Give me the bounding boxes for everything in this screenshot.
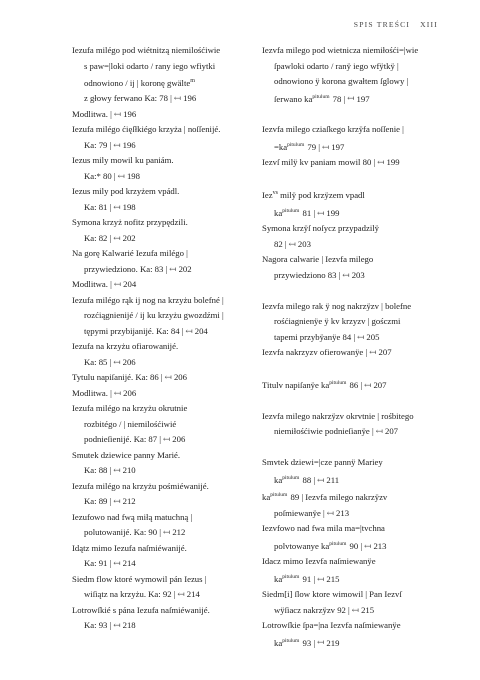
right-column [262,43,442,651]
toc-line [262,409,442,425]
toc-line [72,200,258,216]
toc-line [72,308,258,324]
page-pointer-icon: ↤ [163,527,171,538]
toc-text: 82 | [274,238,287,249]
toc-text: Iezufa na krzyżu ofiarowanijé. [72,341,179,352]
toc-page-number: 206 [172,434,186,445]
toc-page-number: 214 [186,589,200,600]
toc-page-number: 203 [297,238,311,249]
toc-page-number: 196 [183,93,197,104]
page-pointer-icon: ↤ [377,157,385,168]
page-pointer-icon: ↤ [357,331,365,342]
toc-text: Iezvfa milego rak ÿ nog nakrzÿzv | bolefne [262,300,412,311]
toc-line [72,556,258,572]
toc-text: Iezvfowo nad fwa mila ma=|tvchna [262,523,385,534]
toc-text-cont: 79 | [305,141,321,152]
toc-line [72,43,258,59]
toc-line [262,59,442,75]
page-pointer-icon: ↤ [113,139,121,150]
toc-text: Nagora calwarie | Iezvfa milego [262,254,374,265]
page-pointer-icon: ↤ [322,141,330,152]
page-pointer-icon: ↤ [113,356,121,367]
toc-line [72,324,258,340]
page-pointer-icon: ↤ [113,232,121,243]
page-pointer-icon: ↤ [113,620,121,631]
entry-gap [262,283,442,299]
capitulum-mark: pitulum [287,141,305,148]
page-pointer-icon: ↤ [375,426,383,437]
toc-line [262,138,442,155]
toc-page-number: 206 [123,387,137,398]
page-pointer-icon: ↤ [164,372,172,383]
toc-line [72,386,258,402]
page-pointer-icon: ↤ [342,269,350,280]
toc-page-number: 211 [326,474,340,485]
page-number: XIII [420,20,438,29]
toc-line [262,330,442,346]
toc-text: Iezufa milégo rąk ij nog na krzyżu bolefné | [72,294,224,305]
page-pointer-icon: ↤ [113,496,121,507]
toc-line [72,107,258,123]
page-pointer-icon: ↤ [364,379,372,390]
toc-line [72,572,258,588]
page-pointer-icon: ↤ [113,465,121,476]
toc-line [72,463,258,479]
toc-line [262,471,442,488]
toc-page-number: 202 [122,232,136,243]
toc-text: tapemi przybÿanÿe 84 | [274,331,356,342]
toc-text: rozćiągnienijé / ij ku krzyżu gwozdźmi | [84,310,224,321]
toc-text: Ka: 81 | [84,201,112,212]
entry-gap [262,361,442,377]
toc-text: Modlitwa. | [72,387,112,398]
toc-text: tępymi przybijanijé. Ka: 84 | [84,325,184,336]
page-pointer-icon: ↤ [177,589,185,600]
entry-gap [262,393,442,409]
toc-text: podnieſienijé. Ka: 87 | [84,434,162,445]
toc-line [72,448,258,464]
toc-text: ſerwano ka [274,93,313,104]
toc-text: z głowy ferwano Ka: 78 | [84,93,172,104]
toc-line [72,153,258,169]
toc-text: Siedm flow ktoré wymowil pán Iezus | [72,573,207,584]
page-pointer-icon: ↤ [113,279,122,290]
toc-line [72,541,258,557]
entry-gap [262,440,442,456]
toc-text: przywiedziono 83 | [274,269,341,280]
toc-text: Modlitwa. | [72,279,112,290]
toc-text-cont: 86 | [347,379,363,390]
page-pointer-icon: ↤ [317,573,325,584]
page-header [354,20,438,29]
toc-line [262,455,442,471]
toc-text-cont: 90 | [347,540,363,551]
toc-page-number: 214 [122,558,136,569]
toc-line [262,299,442,315]
toc-page-number: 204 [123,279,137,290]
toc-text-cont: 89 | Iezvfa milego nakrzÿzv [288,492,388,503]
toc-line [72,355,258,371]
toc-page-number: 210 [122,465,136,476]
toc-line [262,221,442,237]
toc-line [72,417,258,433]
toc-text: Lotrowſkié s pána Iezufa naſmiéwanijé. [72,604,210,615]
toc-line [262,237,442,253]
page-pointer-icon: ↤ [347,93,355,104]
capitulum-mark: pitulum [329,540,347,547]
toc-text: odnowiono / ij | koronę gwälte [84,77,191,88]
toc-line [72,510,258,526]
toc-text: Ka: 82 | [84,232,112,243]
toc-line [72,246,258,262]
toc-line [72,479,258,495]
toc-text: Smvtek dziewi=|cze pannÿ Mariey [262,457,383,468]
toc-text: ka [274,474,283,485]
toc-text: polvtowanye ka [274,540,330,551]
toc-line [72,59,258,75]
toc-text-cont: 81 | [300,207,316,218]
capitulum-mark: pitulum [282,573,300,580]
left-column [72,43,258,634]
toc-page-number: 199 [386,157,400,168]
toc-text: Iezufa milégo na krzyżu okrutnie [72,403,188,414]
toc-text: Tytulu napiſanijé. Ka: 86 | [72,372,163,383]
capitulum-mark: pitulum [282,474,300,481]
page-pointer-icon: ↤ [317,637,325,648]
toc-line [262,74,442,90]
toc-page-number: 204 [194,325,208,336]
page-pointer-icon: ↤ [163,434,171,445]
page-pointer-icon: ↤ [173,93,182,104]
toc-line [72,618,258,634]
toc-line [72,122,258,138]
capitulum-mark: pitulum [282,637,300,644]
capitulum-mark: pitulum [282,207,300,214]
toc-page-number: 213 [373,540,387,551]
page-pointer-icon: ↤ [369,347,377,358]
toc-line [72,91,258,107]
toc-page-number: 198 [126,170,140,181]
toc-text: Idacz mimo Iezvfa naſmiewanÿe [262,556,376,567]
toc-page-number: 196 [122,139,136,150]
toc-line [262,603,442,619]
toc-text: Ka:* 80 | [84,170,116,181]
toc-page-number: 212 [172,527,186,538]
toc-line [262,634,442,651]
toc-line [72,277,258,293]
toc-text: niemiłośćiwie podnieſianÿe | [274,426,374,437]
toc-line [262,376,442,393]
toc-page-number: 207 [373,379,387,390]
toc-page-number: 206 [122,356,136,367]
toc-line [72,262,258,278]
toc-text: Symona krzÿſ noſycz przypadzilÿ [262,223,380,234]
toc-line [72,370,258,386]
toc-line [72,603,258,619]
page-pointer-icon: ↤ [113,201,121,212]
header-title: SPIS TREŚCI [353,20,411,29]
entry-gap [262,107,442,123]
superscript: m [190,78,195,84]
toc-text: Iezufa milégo ćięſłkiégo krzyża | noſſenijé. [72,124,221,135]
page-pointer-icon: ↤ [117,170,125,181]
toc-text: Modlitwa. | [72,108,112,119]
toc-text: ka [262,492,271,503]
toc-page-number: 197 [331,141,345,152]
toc-page-number: 199 [326,207,340,218]
page-pointer-icon: ↤ [113,387,122,398]
toc-page-number: 213 [336,507,350,518]
toc-line [262,345,442,361]
toc-text: Iezvfa milego cziaſkego krzÿfa noſſenie | [262,124,404,135]
toc-page-number: 207 [384,426,399,437]
toc-text: Iezufowo nad fwą miłą matuchną | [72,511,193,522]
toc-text: wÿſiacz nakrzÿzv 92 | [274,604,350,615]
toc-line [262,90,442,107]
toc-text: =ka [274,141,288,152]
page-pointer-icon: ↤ [185,325,193,336]
toc-line [72,432,258,448]
toc-line [72,525,258,541]
toc-text: Siedm[i] ſlow ktore wimowil | Pan Iezvſ [262,589,402,600]
page-pointer-icon: ↤ [364,540,372,551]
toc-text: Iezufa milégo na krzyżu pośmiéwanijé. [72,480,209,491]
toc-text: Ka: 85 | [84,356,112,367]
toc-line [72,494,258,510]
toc-text: poſmiewanÿe | [274,507,325,518]
toc-page-number: 218 [122,620,136,631]
toc-line [72,169,258,185]
toc-line [262,537,442,554]
toc-line [72,339,258,355]
toc-text: Iezus mily mowil ku paniám. [72,155,174,166]
toc-line [262,488,442,505]
toc-line [262,506,442,522]
toc-text: ſpawloki odarto / ranÿ iego wfÿtkÿ | [274,60,399,71]
superscript: vs [272,190,278,197]
page-pointer-icon: ↤ [113,558,121,569]
toc-text: Ka: 79 | [84,139,112,150]
toc-page-number: 215 [326,573,340,584]
toc-text: Na gorę Kalwarié Iezufa milégo | [72,248,188,259]
toc-line [262,554,442,570]
toc-page-number: 219 [326,637,340,648]
toc-line [72,587,258,603]
toc-page-number: 202 [178,263,192,274]
page-pointer-icon: ↤ [113,108,122,119]
toc-line [262,618,442,634]
toc-text: Ka: 89 | [84,496,112,507]
toc-text: wiſiątz na krzyżu. Ka: 92 | [84,589,176,600]
toc-line [262,424,442,440]
toc-line [262,155,442,171]
toc-page-number: 205 [366,331,380,342]
capitulum-mark: pitulum [270,492,288,499]
toc-text-cont: milÿ pod krzÿzem vpadl [277,190,365,201]
toc-line [262,314,442,330]
toc-line [72,231,258,247]
toc-line [72,74,258,91]
toc-page-number: 206 [173,372,187,383]
toc-line [262,252,442,268]
toc-line [262,186,442,203]
toc-text: Iezus mily pod krzyżem vpádl. [72,186,180,197]
toc-text: Idątz mimo Iezufa naſmiéwanijé. [72,542,187,553]
toc-line [72,184,258,200]
toc-text: polutowanijé. Ka: 90 | [84,527,162,538]
toc-text: przywiedziono. Ka: 83 | [84,263,168,274]
toc-text-cont: 88 | [300,474,316,485]
toc-text: Ka: 93 | [84,620,112,631]
toc-text: Titulv napiſanÿe ka [262,379,330,390]
toc-line [72,138,258,154]
toc-line [72,293,258,309]
toc-text: ka [274,573,283,584]
toc-text: ka [274,637,283,648]
toc-text: Iezvſ milÿ kv paniam mowil 80 | [262,157,376,168]
page-pointer-icon: ↤ [288,238,296,249]
toc-text: Symona krzyż nofitz przypędzili. [72,217,188,228]
page-pointer-icon: ↤ [326,507,334,518]
toc-text: Iezufa milégo pod wiétnitzą niemilośćiwie [72,45,221,55]
toc-page-number: 198 [122,201,136,212]
page-pointer-icon: ↤ [317,207,325,218]
capitulum-mark: pitulum [312,93,330,100]
toc-text: odnowiono ÿ korona gwałtem ſglowy | [274,76,409,86]
toc-text: Smutek dziewice panny Marié. [72,449,181,460]
toc-line [72,401,258,417]
toc-line [262,43,442,59]
page-pointer-icon: ↤ [169,263,177,274]
toc-line [262,268,442,284]
toc-text: ka [274,207,283,218]
toc-text-cont: 93 | [300,637,316,648]
toc-page-number: 215 [361,604,375,615]
toc-text: rozbitégo / | niemilośćiwié [84,418,177,429]
toc-line [262,587,442,603]
toc-page-number: 196 [123,108,137,119]
toc-line [262,122,442,138]
toc-text: Lotrowſkie ſpa=|na Iezvfa naſmiewanÿe [262,620,401,631]
toc-text: Iezvfa milego pod wietnicza niemiłośći=|wie [262,45,419,55]
toc-line [72,215,258,231]
toc-text: Iezvfa nakrzyzv ofierowanÿe | [262,347,368,358]
toc-text: Ka: 91 | [84,558,112,569]
toc-page-number: 207 [378,347,392,358]
page-pointer-icon: ↤ [351,604,360,615]
toc-line [262,521,442,537]
toc-text: s paw=|loki odarto / rany iego wfiytki [84,60,216,71]
page-pointer-icon: ↤ [317,474,325,485]
toc-line [262,204,442,221]
toc-text: Iez [262,190,273,201]
entry-gap [262,171,442,187]
toc-page-number: 203 [351,269,365,280]
toc-text: Ka: 88 | [84,465,112,476]
toc-page-number: 197 [356,93,370,104]
toc-text-cont: 91 | [300,573,316,584]
toc-line [262,570,442,587]
toc-text: Iezvfa milego nakrzÿzv okrvtnie | rośbitego [262,410,414,421]
toc-text-cont: 78 | [330,93,346,104]
capitulum-mark: pitulum [329,380,347,387]
toc-text: rośćiagnienÿe ÿ kv krzyzv | gośczmi [274,316,401,327]
toc-page-number: 212 [122,496,136,507]
